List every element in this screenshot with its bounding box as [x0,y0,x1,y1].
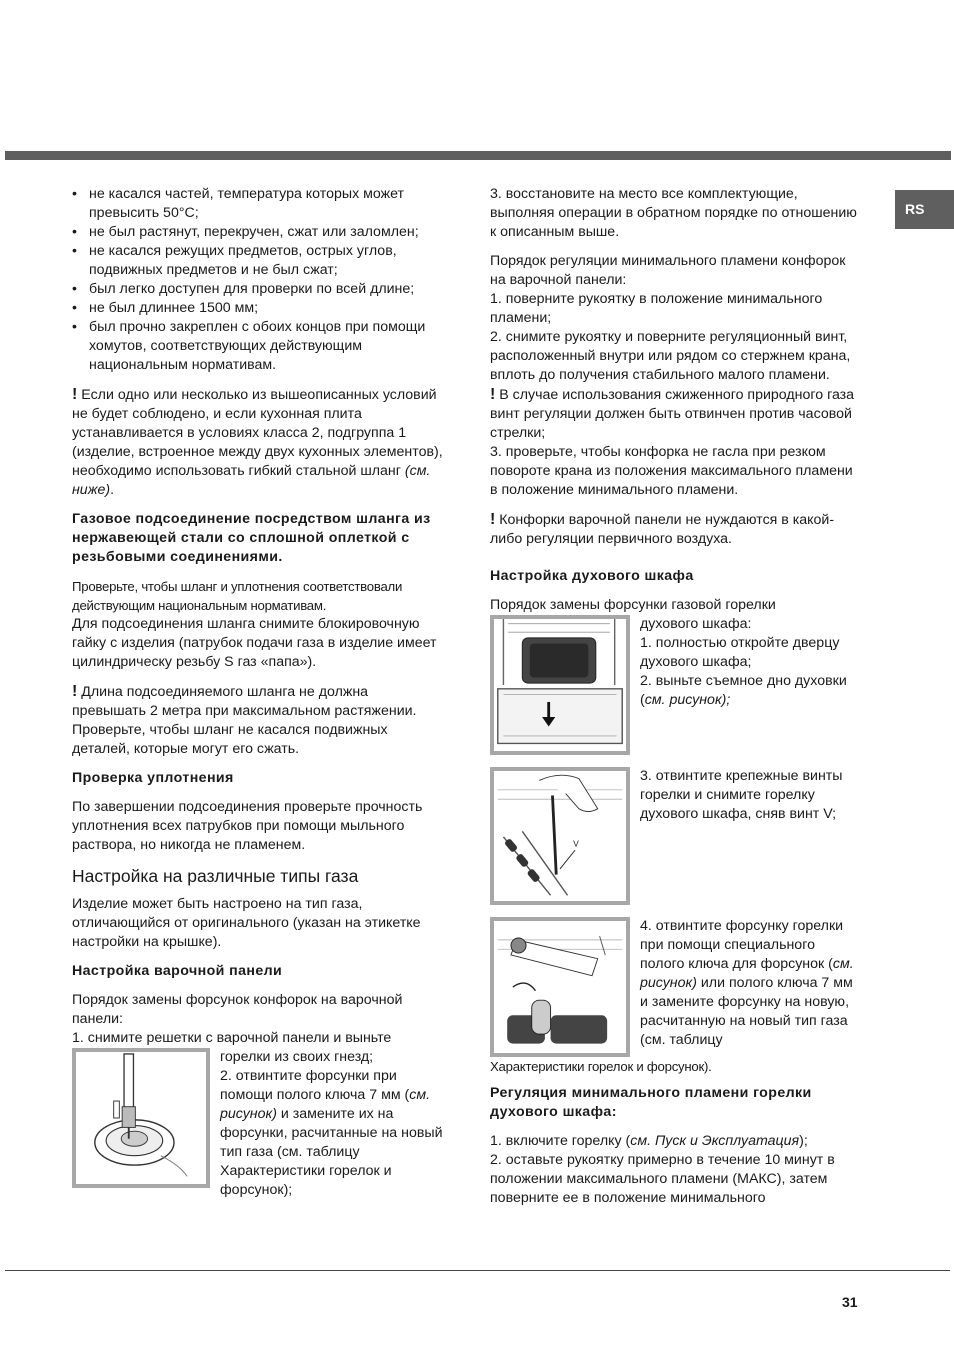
warning-paragraph: ! Если одно или несколько из вышеописанных условий не будет соблюдено, и если кухонная плита устанавливается в условиях класса 2, подгруппа 1 (изделие, встроенное между двух кухонных элементов), необходимо использовать гибкий стальной шланг (см. ниже). [72,386,443,498]
paragraph: 3. проверьте, чтобы конфорка не гасла при резком повороте крана из положения максимального пламени в положение минимального пламени. [490,444,853,498]
paragraph: По завершении подсоединения проверьте прочность уплотнения всех патрубков при помощи мыльного раствора, но никогда не пламенем. [72,799,423,853]
list-item: • был легко доступен для проверки по всей длине; [72,280,444,299]
page-number: 31 [842,1294,858,1310]
warning-paragraph: ! В случае использования сжиженного природного газа винт регуляции должен быть отвинчен против часовой стрелки; [490,386,855,441]
section-heading: Регуляция минимального пламени горелки духового шкафа: [490,1085,812,1120]
paragraph: Порядок регуляции минимального пламени конфорок на варочной панели: [490,253,846,288]
language-tab: RS [895,190,954,229]
warning-icon: ! [490,511,496,528]
oven-figure-row-1 [490,615,862,755]
list-item: • не был растянут, перекручен, сжат или заломлен; [72,223,444,242]
hose-requirements-list [72,185,444,375]
list-item: • был прочно закреплен с обоих концов при помощи хомутов, соответствующих действующим национальным нормативам. [72,318,444,375]
paragraph: Порядок замены форсунки газовой горелки [490,597,776,613]
hob-figure-text: горелки из своих гнезд; 2. отвинтите форсунки при помощи полого ключа 7 мм (см. рисунок) и замените их на форсунки, расчитанные на новый тип газа (см. таблицу Характеристики горелок и форсунок); [220,1049,443,1198]
oven-figure-text-3: 4. отвинтите форсунку горелки при помощи специального полого ключа для форсунок (см. рисунок) или полого ключа 7 мм и замените форсунку на новую, расчитанную на новый тип газа (см. таблицу [640,918,854,1048]
paragraph: Изделие может быть настроено на тип газа, отличающийся от оригинального (указан на этикетке настройки на крышке). [72,896,421,950]
warning-icon: ! [490,386,496,403]
paragraph: Проверьте, чтобы шланг и уплотнения соответствовали действующим национальным нормативам. [72,579,403,613]
list-item: • не касался режущих предметов, острых углов, подвижных предметов и не был сжат; [72,242,444,280]
oven-figure-row-3 [490,917,862,1057]
header-bar [5,151,951,160]
paragraph: 1. поверните рукоятку в положение минимального пламени; [490,291,823,326]
section-heading: Газовое подсоединение посредством шланга из нержавеющей стали со сплошной оплеткой с резьбовыми соединениями. [72,511,431,565]
right-column [490,185,862,1218]
warning-paragraph: ! Длина подсоединяемого шланга не должна превышать 2 метра при максимальном растяжении. Проверьте, чтобы шланг не касался подвижных деталей, которые могут его сжать. [72,683,417,757]
paragraph: 2. снимите рукоятку и поверните регуляционный винт, расположенный внутри или рядом со стержнем крана, вплоть до получения стабильного малого пламени. [490,329,851,383]
nozzle-wrench-figure [490,917,630,1057]
oven-bottom-figure [490,615,630,755]
paragraph: 3. восстановите на место все комплектующие, выполняя операции в обратном порядке по отношению к описанным выше. [490,186,857,240]
paragraph: Характеристики горелок и форсунок). [490,1059,712,1074]
burner-screw-figure [490,767,630,905]
oven-figure-row-2 [490,767,862,905]
page-title: Настройка на различные типы газа [72,866,359,886]
paragraph: 1. снимите решетки с варочной панели и выньте [72,1030,392,1046]
warning-icon: ! [72,683,78,700]
paragraph: 2. отвинтите форсунки при помощи полого ключа 7 мм (см. рисунок) и замените их на форсунки, расчитанные на новый тип газа (см. таблицу Характеристики горелок и форсунок); [220,1068,443,1198]
list-item: • не касался частей, температура которых может превысить 50°С; [72,185,444,223]
section-heading: Настройка варочной панели [72,963,283,979]
footer-rule [5,1270,950,1271]
paragraph: 2. оставьте рукоятку примерно в течение 10 минут в положении максимального пламени (МАКС), затем поверните ее в положение минимального [490,1152,835,1206]
warning-icon: ! [72,386,78,403]
section-heading: Настройка духового шкафа [490,568,694,584]
hob-figure-row [72,1048,444,1200]
oven-figure-text-1: духового шкафа: 1. полностью откройте дверцу духового шкафа; 2. выньте съемное дно духовки (см. рисунок); [640,616,847,708]
paragraph: 1. включите горелку (см. Пуск и Эксплуатация); [490,1133,808,1149]
paragraph: Порядок замены форсунок конфорок на варочной панели: [72,992,403,1027]
hob-nozzle-figure [72,1048,210,1188]
warning-paragraph: ! Конфорки варочной панели не нуждаются в какой-либо регуляции первичного воздуха. [490,511,835,547]
oven-figure-text-2: 3. отвинтите крепежные винты горелки и снимите горелку духового шкафа, сняв винт V; [640,768,843,822]
paragraph: Для подсоединения шланга снимите блокировочную гайку с изделия (патрубок подачи газа в изделие имеет цилиндрическу резьбу S газ «папа»). [72,616,437,670]
screw-v-label: V [573,838,579,849]
list-item: • не был длиннее 1500 мм; [72,299,444,318]
section-heading: Проверка уплотнения [72,770,234,786]
left-column [72,185,444,1200]
